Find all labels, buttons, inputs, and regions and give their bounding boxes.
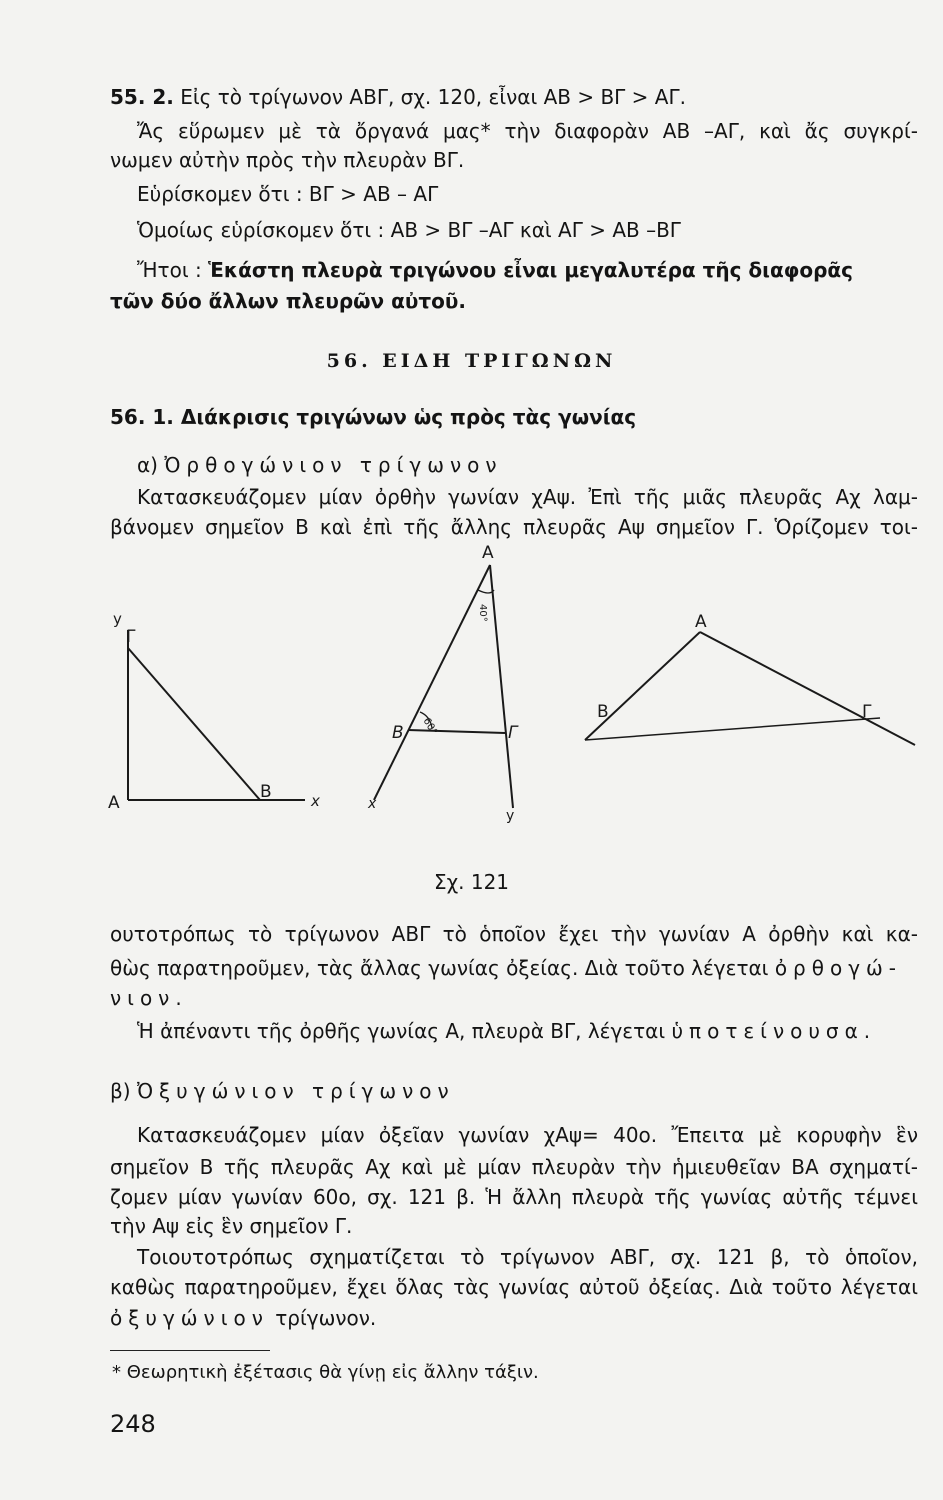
fig3-label-gamma: Γ	[862, 702, 872, 722]
b-line2: σημεῖον Β τῆς πλευρᾶς Αχ καὶ μὲ μίαν πλευρὰν τὴν ἡμιευθεῖαν ΒΑ σχηματί-	[110, 1155, 918, 1179]
section-heading: 56. ΕΙΔΗ ΤΡΙΓΩΝΩΝ	[326, 350, 617, 372]
a-line4-text: θὼς παρατηροῦμεν, τὰς ἄλλας γωνίας ὀξείας. Διὰ τοῦτο λέγεται	[110, 956, 775, 980]
s55-line2: Ἄς εὕρωμεν μὲ τὰ ὄργανά μας* τὴν διαφορὰν ΑΒ –ΑΓ, καὶ ἄς συγκρί-	[137, 119, 918, 143]
fig3-side-ag	[700, 632, 915, 745]
figure-caption: Σχ. 121	[433, 870, 510, 894]
subsection-a-label: α)	[137, 453, 165, 477]
fig2-label-a: A	[482, 543, 494, 563]
fig1-label-a: A	[108, 793, 120, 813]
s56-subheading: 56. 1. Διάκρισις τριγώνων ὡς πρὸς τὰς γωνίας	[110, 405, 637, 429]
b-line3: ζομεν μίαν γωνίαν 60ο, σχ. 121 β. Ἡ ἄλλη πλευρὰ τῆς γωνίας αὐτῆς τέμνει	[110, 1185, 918, 1209]
term-orthogonion: ὀρθογώ-	[774, 956, 903, 980]
s55-title-text: Εἰς τὸ τρίγωνον ΑΒΓ, σχ. 120, εἶναι ΑΒ > ΒΓ > ΑΓ.	[173, 85, 686, 109]
b-line1: Κατασκευάζομεν μίαν ὀξεῖαν γωνίαν χΑψ= 40ο. Ἔπειτα μὲ κορυφὴν ἓν	[137, 1123, 918, 1147]
a-line6-text: Ἡ ἀπέναντι τῆς ὀρθῆς γωνίας Α, πλευρὰ ΒΓ, λέγεται	[137, 1019, 672, 1043]
s55-line3: νωμεν αὐτὴν πρὸς τὴν πλευρὰν ΒΓ.	[110, 148, 465, 172]
fig1-hypotenuse	[128, 648, 260, 800]
b-line6: καθὼς παρατηροῦμεν, ἔχει ὅλας τὰς γωνίας αὐτοῦ ὀξείας. Διὰ τοῦτο λέγεται	[110, 1275, 918, 1299]
fig2-label-gamma: Γ	[508, 723, 518, 743]
a-line1: Κατασκευάζομεν μίαν ὀρθὴν γωνίαν χΑψ. Ἐπὶ τῆς μιᾶς πλευρᾶς Αχ λαμ-	[137, 485, 918, 509]
fig1-label-y: y	[113, 610, 122, 628]
a-line5: νιον.	[110, 986, 188, 1010]
s55-line4: Εὑρίσκομεν ὅτι : ΒΓ > ΑΒ – ΑΓ	[137, 182, 439, 206]
a-line4	[110, 955, 918, 981]
s55-rule-statement: Ἑκάστη πλευρὰ τριγώνου εἶναι μεγαλυτέρα τῆς διαφορᾶς	[208, 258, 853, 282]
a-line3: ουτοτρόπως τὸ τρίγωνον ΑΒΓ τὸ ὁποῖον ἔχει τὴν γωνίαν Α ὀρθὴν καὶ κα-	[110, 922, 918, 946]
fig2-label-y: y	[506, 808, 515, 824]
fig2-side-ay	[490, 565, 513, 808]
fig1-label-b: B	[260, 782, 272, 802]
fig2-label-x: x	[368, 796, 377, 812]
term-oxygonion: ὀξυγώνιον	[110, 1306, 269, 1330]
s55-line6-lead: Ἤτοι :	[137, 258, 209, 282]
fig1-label-x: x	[311, 792, 320, 810]
fig1-label-gamma: Γ	[126, 627, 136, 647]
b-line5: Τοιουτοτρόπως σχηματίζεται τὸ τρίγωνον ΑΒΓ, σχ. 121 β, τὸ ὁποῖον,	[137, 1245, 918, 1269]
fig3-side-ab	[585, 632, 700, 740]
fig2-side-bg	[408, 730, 505, 733]
subsection-b-title: Ὀξυγώνιον τρίγωνον	[136, 1079, 455, 1103]
s55-number: 55. 2.	[110, 85, 174, 109]
fig2-angle-40: 40°	[477, 604, 488, 622]
b-line7	[110, 1305, 918, 1331]
fig2-side-ax	[374, 565, 490, 800]
s55-line7: τῶν δύο ἄλλων πλευρῶν αὐτοῦ.	[110, 289, 466, 313]
b-line4: τὴν Αψ εἰς ἓν σημεῖον Γ.	[110, 1214, 353, 1238]
fig2-label-b: B	[392, 723, 404, 743]
a-line2: βάνομεν σημεῖον Β καὶ ἐπὶ τῆς ἄλλης πλευρᾶς Αψ σημεῖον Γ. Ὁρίζομεν τοι-	[110, 515, 918, 539]
a-line6	[137, 1018, 918, 1044]
fig2-angle-60: 60°	[420, 716, 439, 738]
footnote-rule	[110, 1350, 270, 1351]
fig3-label-a: A	[695, 612, 707, 632]
page-number: 248	[110, 1410, 156, 1438]
fig3-label-b: B	[597, 702, 609, 722]
subsection-a-title: Ὀρθογώνιον τρίγωνον	[164, 453, 503, 477]
term-hypoteinousa: ὑποτείνουσα.	[671, 1019, 877, 1043]
b-line7-text: τρίγωνον.	[268, 1306, 377, 1330]
s55-line5: Ὁμοίως εὑρίσκομεν ὅτι : ΑΒ > ΒΓ –ΑΓ καὶ ΑΓ > ΑΒ –ΒΓ	[137, 218, 681, 242]
subsection-b-label: β)	[110, 1079, 137, 1103]
subsection-b-heading	[110, 1078, 918, 1104]
fig3-side-bg	[585, 718, 880, 740]
footnote: * Θεωρητικὴ ἐξέτασις θὰ γίνῃ εἰς ἄλλην τάξιν.	[112, 1362, 539, 1383]
